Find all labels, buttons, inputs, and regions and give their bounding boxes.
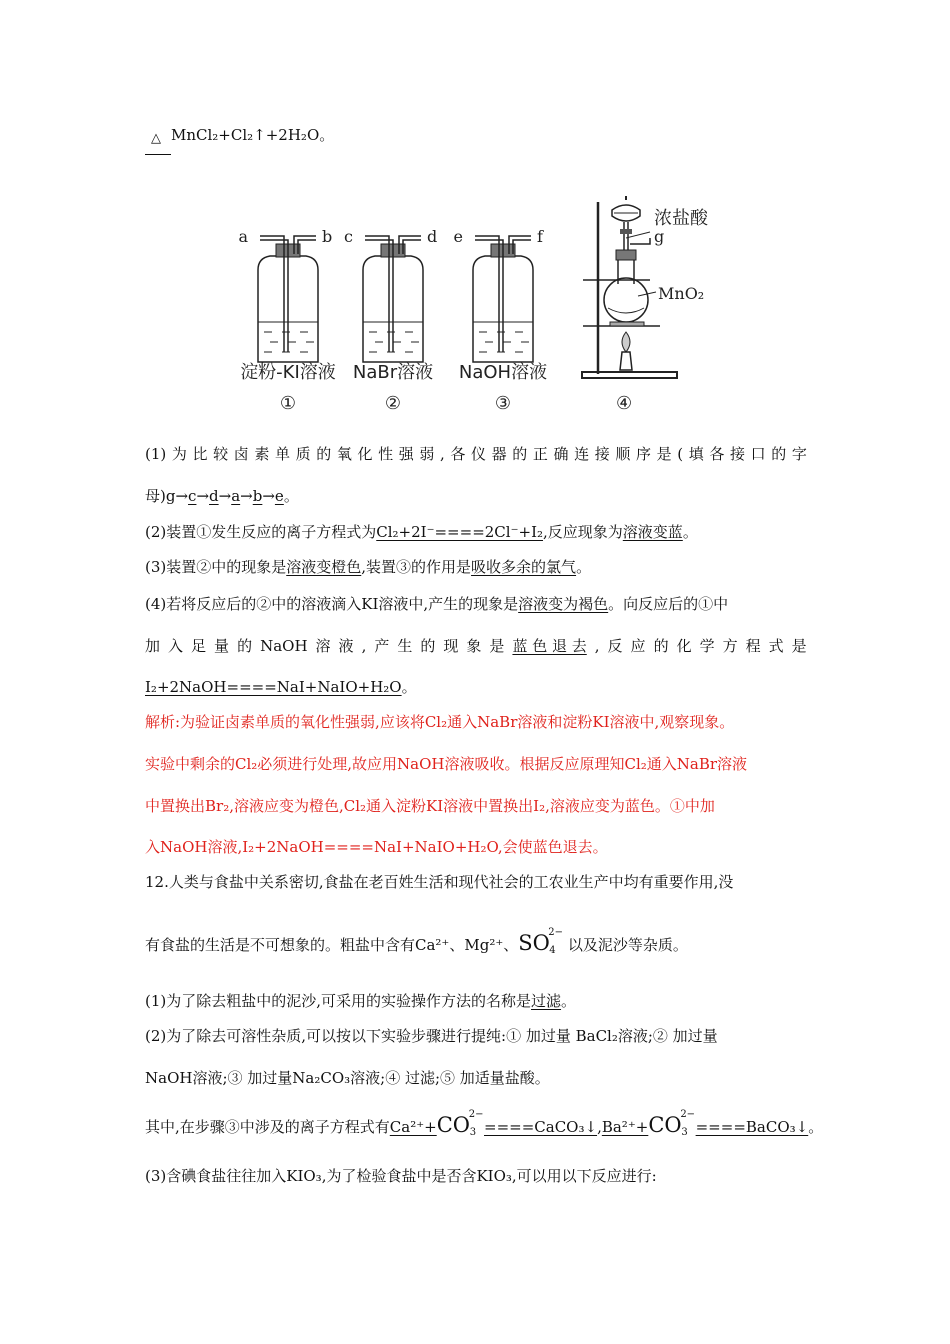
q1-word: 单 — [274, 445, 290, 463]
q4-answer-phenomenon-2: 蓝 色 退 去 — [512, 637, 587, 655]
q4-word: , — [361, 637, 367, 655]
q3-line — [145, 556, 591, 578]
gas-washing-bottle-2 — [344, 227, 437, 414]
apparatus-4 — [582, 196, 709, 414]
q1-line2 — [145, 485, 299, 507]
equation-bar — [145, 154, 171, 155]
gas-washing-bottle-1 — [238, 227, 335, 414]
q2-prefix: (2)装置①发生反应的离子方程式为 — [145, 523, 377, 541]
q4-word: 的 — [653, 637, 669, 655]
q4-word: NaOH — [260, 637, 308, 655]
equation-line — [145, 124, 334, 146]
q3-mid: ,装置③的作用是 — [361, 558, 472, 576]
q1-word: 氧 — [336, 445, 352, 463]
q1-word: 接 — [594, 445, 610, 463]
q1-word: 性 — [378, 445, 394, 463]
port-g-label: g — [654, 227, 665, 246]
q4-word: 足 — [191, 637, 207, 655]
q1-word: 序 — [636, 445, 652, 463]
arrow: → — [262, 487, 275, 505]
q1-word: 质 — [295, 445, 311, 463]
port-left-label: e — [453, 227, 463, 246]
carbonate-symbol: CO — [436, 1113, 470, 1137]
q4-answer-equation: I₂+2NaOH====NaI+NaIO+H₂O — [145, 678, 402, 696]
period: 。 — [682, 523, 698, 541]
q12-1-answer: 过滤 — [531, 992, 562, 1010]
bottle-number: ③ — [494, 393, 512, 414]
q1-word: 卤 — [233, 445, 249, 463]
q1-prefix: 母)g→ — [145, 487, 189, 505]
q12-1-prefix: (1)为了除去粗盐中的泥沙,可采用的实验操作方法的名称是 — [145, 992, 532, 1010]
arrow: → — [218, 487, 232, 505]
q12-line1: 12.人类与食盐中关系密切,食盐在老百姓生活和现代社会的工农业生产中均有重要作用,没 — [145, 873, 734, 891]
q4-line1 — [145, 593, 728, 615]
equation-products: MnCl₂+Cl₂↑+2H₂O。 — [171, 126, 335, 144]
apparatus-figure — [220, 192, 720, 422]
q12-2-line1: (2)为了除去可溶性杂质,可以按以下实验步骤进行提纯:① 加过量 BaCl₂溶液;② 加过量 — [145, 1027, 718, 1045]
port-left-label: a — [238, 227, 248, 246]
q12-2-prefix: 其中,在步骤③中涉及的离子方程式有 — [145, 1118, 390, 1136]
q1-word: 连 — [574, 445, 590, 463]
q4-word: , — [594, 637, 600, 655]
q1-word: 的 — [512, 445, 528, 463]
q1-line1 — [145, 443, 807, 465]
q4-word: 现 — [443, 637, 459, 655]
q4-word: 是 — [791, 637, 807, 655]
q1-answer-4: b — [252, 487, 263, 505]
analysis-line-4: 入NaOH溶液,I₂+2NaOH====NaI+NaIO+H₂O,会使蓝色退去。 — [145, 838, 608, 856]
carbonate-charge: 2− — [680, 1109, 696, 1120]
solution-label: 淀粉-KI溶液 — [240, 362, 336, 383]
apparatus-4-number: ④ — [616, 393, 633, 414]
q12-2-line3 — [145, 1109, 824, 1138]
period: 。 — [283, 487, 299, 505]
carbonate-subscript: 3 — [681, 1127, 688, 1138]
period: 。 — [561, 992, 577, 1010]
q12-1-line — [145, 990, 576, 1012]
q4-word: 方 — [722, 637, 738, 655]
heat-triangle: △ — [151, 131, 161, 146]
q1-word: 弱 — [419, 445, 435, 463]
q1-word: 字 — [791, 445, 807, 463]
sulfate-charge: 2− — [548, 927, 563, 938]
q1-word: , — [439, 445, 445, 463]
sulfate-subscript: 4 — [549, 945, 556, 956]
q1-word: 口 — [750, 445, 766, 463]
q1-word: ( — [677, 445, 684, 463]
q4-word: 的 — [237, 637, 253, 655]
q1-word: 的 — [771, 445, 787, 463]
barium-ion: Ba²⁺+ — [601, 1118, 649, 1136]
q12-line2 — [145, 927, 688, 956]
bottle-number: ① — [279, 393, 297, 414]
q4-word: 加 — [145, 637, 161, 655]
q1-word: 各 — [450, 445, 466, 463]
solution-label: NaOH溶液 — [458, 362, 548, 383]
q1-word: 比 — [192, 445, 208, 463]
q1-word: (1) — [145, 445, 167, 463]
q2-mid: ,反应现象为 — [543, 523, 623, 541]
q1-word: 素 — [254, 445, 270, 463]
port-right-label: b — [322, 227, 333, 246]
q1-answer-5: e — [274, 487, 284, 505]
q1-word: 接 — [729, 445, 745, 463]
q12-line2-end: 以及泥沙等杂质。 — [567, 936, 688, 954]
q4-word: 反 — [607, 637, 623, 655]
q1-word: 器 — [491, 445, 507, 463]
q4-word: 学 — [699, 637, 715, 655]
q1-word: 是 — [656, 445, 672, 463]
carbonate-charge: 2− — [468, 1109, 484, 1120]
q4-answer-phenomenon: 溶液变为褐色 — [518, 595, 609, 613]
q12-2-line2: NaOH溶液;③ 加过量Na₂CO₃溶液;④ 过滤;⑤ 加适量盐酸。 — [145, 1069, 550, 1087]
q4-word: 入 — [168, 637, 184, 655]
q1-word: 的 — [316, 445, 332, 463]
q1-word: 正 — [532, 445, 548, 463]
bottle-part — [298, 240, 316, 254]
solution-label: NaBr溶液 — [352, 362, 434, 383]
arrow: → — [240, 487, 253, 505]
analysis-line-2: 实验中剩余的Cl₂必须进行处理,故应用NaOH溶液吸收。根据反应原理知Cl₂通入NaBr溶液 — [145, 755, 748, 773]
analysis-line-1: 解析:为验证卤素单质的氧化性强弱,应该将Cl₂通入NaBr溶液和淀粉KI溶液中,观察现象。 — [145, 713, 735, 731]
q2-answer-equation: Cl₂+2I⁻====2Cl⁻+I₂ — [376, 523, 544, 541]
q4-word: 量 — [214, 637, 230, 655]
q4-word: 生 — [397, 637, 413, 655]
q1-word: 顺 — [615, 445, 631, 463]
gas-washing-bottle-3 — [454, 227, 548, 414]
q4-word: 程 — [745, 637, 761, 655]
q1-word: 强 — [398, 445, 414, 463]
separator: , — [597, 1118, 602, 1136]
bottle-part — [513, 240, 531, 254]
q1-word: 化 — [357, 445, 373, 463]
q3-prefix: (3)装置②中的现象是 — [145, 558, 287, 576]
q4-word: 产 — [374, 637, 390, 655]
q3-answer-phenomenon: 溶液变橙色 — [286, 558, 362, 576]
port-right-label: f — [537, 227, 543, 246]
acid-label: 浓盐酸 — [654, 208, 708, 229]
bottle-number: ② — [384, 393, 402, 414]
q1-word: 填 — [688, 445, 704, 463]
q4-word: 化 — [676, 637, 692, 655]
q4-word: 式 — [768, 637, 784, 655]
analysis-line-3: 中置换出Br₂,溶液应变为橙色,Cl₂通入淀粉KI溶液中置换出I₂,溶液应变为蓝色。①中加 — [145, 797, 715, 815]
calcium-ion: Ca²⁺+ — [389, 1118, 437, 1136]
q4-word: 溶 — [315, 637, 331, 655]
period: 。 — [808, 1118, 824, 1136]
carbonate-ion-1 — [436, 1109, 484, 1138]
q12-prefix: 有食盐的生活是不可想象的。粗盐中含有Ca²⁺、Mg²⁺、 — [145, 936, 519, 954]
q2-answer-phenomenon: 溶液变蓝 — [622, 523, 683, 541]
q1-word: 仪 — [471, 445, 487, 463]
baco3-product: ====BaCO₃↓ — [695, 1118, 809, 1136]
q1-word: 较 — [213, 445, 229, 463]
q4-word: 是 — [489, 637, 505, 655]
q4-line2 — [145, 635, 807, 657]
q4-line1-end: 。向反应后的①中 — [608, 595, 729, 613]
caco3-product: ====CaCO₃↓ — [484, 1118, 598, 1136]
q1-answer-3: a — [231, 487, 241, 505]
carbonate-ion-2 — [648, 1109, 696, 1138]
q2-line — [145, 521, 698, 543]
q4-line3 — [145, 676, 417, 698]
q4-word: 象 — [466, 637, 482, 655]
period: 。 — [576, 558, 592, 576]
q1-word: 各 — [709, 445, 725, 463]
q4-prefix: (4)若将反应后的②中的溶液滴入KI溶液中,产生的现象是 — [145, 595, 519, 613]
sulfate-symbol: SO — [518, 931, 550, 955]
q1-word: 为 — [171, 445, 187, 463]
mno2-label: MnO₂ — [658, 284, 705, 303]
sulfate-ion — [518, 927, 564, 956]
q4-word: 应 — [630, 637, 646, 655]
q1-answer-1: c — [188, 487, 197, 505]
period: 。 — [401, 678, 417, 696]
q12-3-line: (3)含碘食盐往往加入KIO₃,为了检验食盐中是否含KIO₃,可以用以下反应进行: — [145, 1167, 657, 1185]
q1-answer-2: d — [209, 487, 219, 505]
arrow: → — [196, 487, 210, 505]
q4-word: 液 — [338, 637, 354, 655]
q4-word: 的 — [420, 637, 436, 655]
port-left-label: c — [344, 227, 353, 246]
bottle-part — [403, 240, 421, 254]
q1-word: 确 — [553, 445, 569, 463]
q3-answer-purpose: 吸收多余的氯气 — [471, 558, 577, 576]
carbonate-subscript: 3 — [469, 1127, 477, 1138]
port-right-label: d — [427, 227, 438, 246]
carbonate-symbol: CO — [648, 1113, 682, 1137]
